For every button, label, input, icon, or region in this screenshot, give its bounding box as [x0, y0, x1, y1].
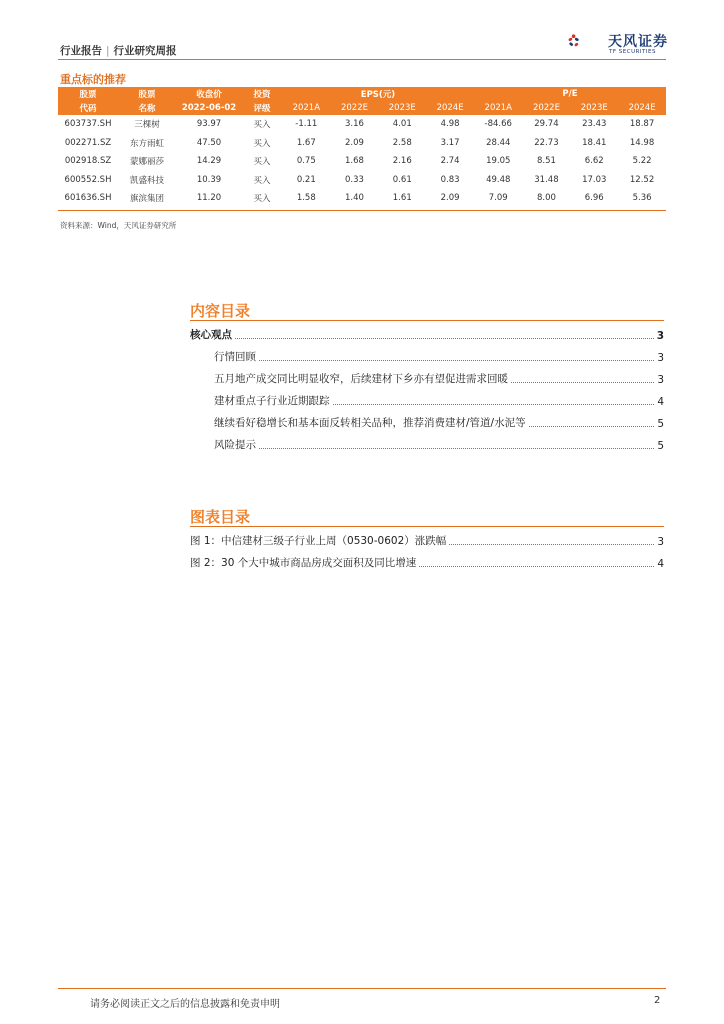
footer-divider [58, 988, 666, 989]
table-cell: 600552.SH [64, 174, 112, 185]
footer-disclaimer: 请务必阅读正文之后的信息披露和免责申明 [90, 999, 280, 1010]
figure-item-2[interactable] [190, 555, 664, 570]
report-type-label: 行业报告 [60, 45, 102, 57]
table-cell: 1.61 [392, 193, 412, 204]
toc-leader [333, 403, 655, 405]
toc-page-number: 5 [657, 440, 664, 452]
table-body [58, 115, 666, 208]
table-cell: 2.74 [440, 156, 460, 167]
column-header: 2021A [282, 101, 331, 115]
table-cell: 10.39 [196, 174, 222, 185]
toc-leader [259, 359, 654, 361]
column-group-header-pe: P/E [474, 87, 666, 101]
table-cell: -84.66 [484, 119, 512, 130]
table-row [58, 115, 666, 134]
table-cell: 凯盛科技 [129, 175, 164, 186]
toc-item-may-property[interactable] [214, 371, 664, 386]
recommendation-table [58, 87, 666, 208]
table-cell: 23.43 [582, 119, 607, 130]
report-subtype-label: 行业研究周报 [113, 45, 177, 57]
figures-toc-title: 图表目录 [190, 508, 251, 526]
toc-leader [529, 425, 655, 427]
column-header: 2023E [378, 101, 426, 115]
table-cell: 2.16 [392, 156, 412, 167]
figures-toc-title-rule [190, 526, 664, 527]
table-row [58, 189, 666, 208]
footer-page-number: 2 [654, 995, 661, 1006]
toc-leader [259, 447, 654, 449]
table-cell: 0.61 [392, 174, 412, 185]
toc-page-number: 3 [657, 536, 664, 548]
table-cell: 蒙娜丽莎 [129, 157, 164, 168]
toc-page-number: 3 [656, 330, 664, 342]
table-cell: 29.74 [534, 119, 559, 130]
table-cell: 49.48 [486, 174, 511, 185]
table-source-note: 资料来源：Wind，天风证券研究所 [60, 221, 177, 230]
column-header: 2024E [426, 101, 474, 115]
table-header-row-1 [58, 87, 666, 101]
table-cell: -1.11 [295, 119, 318, 130]
table-cell: 6.62 [584, 156, 604, 167]
table-cell: 三棵树 [134, 120, 160, 131]
table-bottom-rule [58, 210, 666, 211]
column-header: 2021A [474, 101, 523, 115]
table-cell: 8.51 [536, 156, 556, 167]
column-header: 投资 [242, 87, 282, 101]
table-cell: 8.00 [536, 193, 556, 204]
toc-page-number: 5 [657, 418, 664, 430]
table-cell: 17.03 [582, 174, 607, 185]
logo-subtitle: TF SECURITIES [609, 49, 656, 55]
toc-item-subindustry-tracking[interactable] [214, 393, 664, 408]
column-header: 名称 [118, 101, 176, 115]
toc-page-number: 4 [657, 396, 664, 408]
table-cell: 旗滨集团 [129, 194, 164, 205]
column-header: 2022E [523, 101, 571, 115]
toc-item-market-review[interactable] [214, 349, 664, 364]
toc-item-text: 核心观点 [190, 329, 232, 341]
table-cell: 14.98 [629, 137, 655, 148]
table-cell: 2.58 [392, 137, 412, 148]
table-cell: 7.09 [488, 193, 508, 204]
table-cell: 603737.SH [64, 119, 112, 130]
table-cell: 002918.SZ [64, 156, 112, 167]
table-cell: 4.98 [440, 119, 460, 130]
table-cell: 47.50 [196, 137, 222, 148]
table-cell: 002271.SZ [64, 137, 112, 148]
table-row [58, 134, 666, 153]
toc-title-rule [190, 320, 664, 321]
table-cell: 0.83 [440, 174, 460, 185]
table-cell: 东方雨虹 [129, 138, 164, 149]
column-header: 2022E [331, 101, 379, 115]
column-header: 2023E [570, 101, 618, 115]
toc-item-text: 五月地产成交同比明显收窄，后续建材下乡亦有望促进需求回暖 [214, 373, 508, 385]
table-cell: 18.41 [582, 137, 607, 148]
toc-item-risk-warning[interactable] [214, 437, 664, 452]
toc-leader [419, 565, 654, 567]
table-cell: 4.01 [392, 119, 412, 130]
column-header: 代码 [58, 101, 118, 115]
toc-item-text: 风险提示 [214, 439, 256, 451]
toc-title: 内容目录 [190, 302, 251, 320]
table-cell: 14.29 [196, 156, 222, 167]
column-header: 股票 [58, 87, 118, 101]
logo-name: 天风证券 [608, 34, 668, 50]
table-cell: 6.96 [584, 193, 604, 204]
table-cell: 1.67 [296, 137, 316, 148]
table-cell: 买入 [253, 194, 271, 205]
toc-page-number: 4 [657, 558, 664, 570]
report-type-header [60, 43, 177, 58]
column-header: 2024E [618, 101, 666, 115]
table-cell: 0.75 [296, 156, 316, 167]
table-row [58, 152, 666, 171]
table-row [58, 171, 666, 190]
column-header: 股票 [118, 87, 176, 101]
table-cell: 买入 [253, 157, 271, 168]
figure-item-1[interactable] [190, 533, 664, 548]
header-separator: | [106, 45, 110, 57]
toc-item-text: 行情回顾 [214, 351, 256, 363]
table-cell: 5.36 [632, 193, 652, 204]
table-cell: 1.58 [296, 193, 316, 204]
toc-item-text: 继续看好稳增长和基本面反转相关品种，推荐消费建材/管道/水泥等 [214, 417, 526, 429]
table-cell: 601636.SH [64, 193, 112, 204]
toc-item-recommendations[interactable] [214, 415, 664, 430]
table-cell: 19.05 [486, 156, 511, 167]
table-cell: 93.97 [196, 119, 222, 130]
table-cell: 18.87 [629, 119, 655, 130]
table-cell: 31.48 [534, 174, 559, 185]
table-cell: 2.09 [345, 137, 364, 148]
toc-page-number: 3 [657, 374, 664, 386]
table-cell: 0.21 [296, 174, 316, 185]
table-cell: 5.22 [632, 156, 652, 167]
toc-item-text: 建材重点子行业近期跟踪 [214, 395, 330, 407]
column-header: 收盘价 [176, 87, 242, 101]
table-cell: 12.52 [629, 174, 655, 185]
table-cell: 1.40 [345, 193, 364, 204]
figure-item-text: 图 1：中信建材三级子行业上周（0530-0602）涨跌幅 [190, 535, 447, 547]
table-cell: 买入 [253, 120, 271, 131]
table-cell: 3.16 [345, 119, 364, 130]
toc-leader [449, 543, 654, 545]
table-cell: 2.09 [440, 193, 460, 204]
column-header: 2022-06-02 [176, 101, 242, 115]
toc-item-core-views[interactable] [190, 327, 664, 342]
table-cell: 28.44 [486, 137, 511, 148]
header-divider [58, 59, 666, 60]
tf-securities-logo-icon [568, 22, 608, 60]
table-cell: 0.33 [345, 174, 364, 185]
table-cell: 11.20 [196, 193, 222, 204]
column-group-header-eps: EPS(元) [282, 87, 474, 101]
table-title: 重点标的推荐 [60, 73, 126, 86]
column-header: 评级 [242, 101, 282, 115]
table-cell: 3.17 [440, 137, 460, 148]
figure-item-text: 图 2：30 个大中城市商品房成交面积及同比增速 [190, 557, 417, 569]
table-cell: 1.68 [345, 156, 364, 167]
toc-page-number: 3 [657, 352, 664, 364]
toc-leader [511, 381, 654, 383]
table-cell: 买入 [253, 138, 271, 149]
toc-leader [235, 337, 654, 339]
table-header-row-2 [58, 101, 666, 115]
table-cell: 22.73 [534, 137, 559, 148]
table-cell: 买入 [253, 175, 271, 186]
